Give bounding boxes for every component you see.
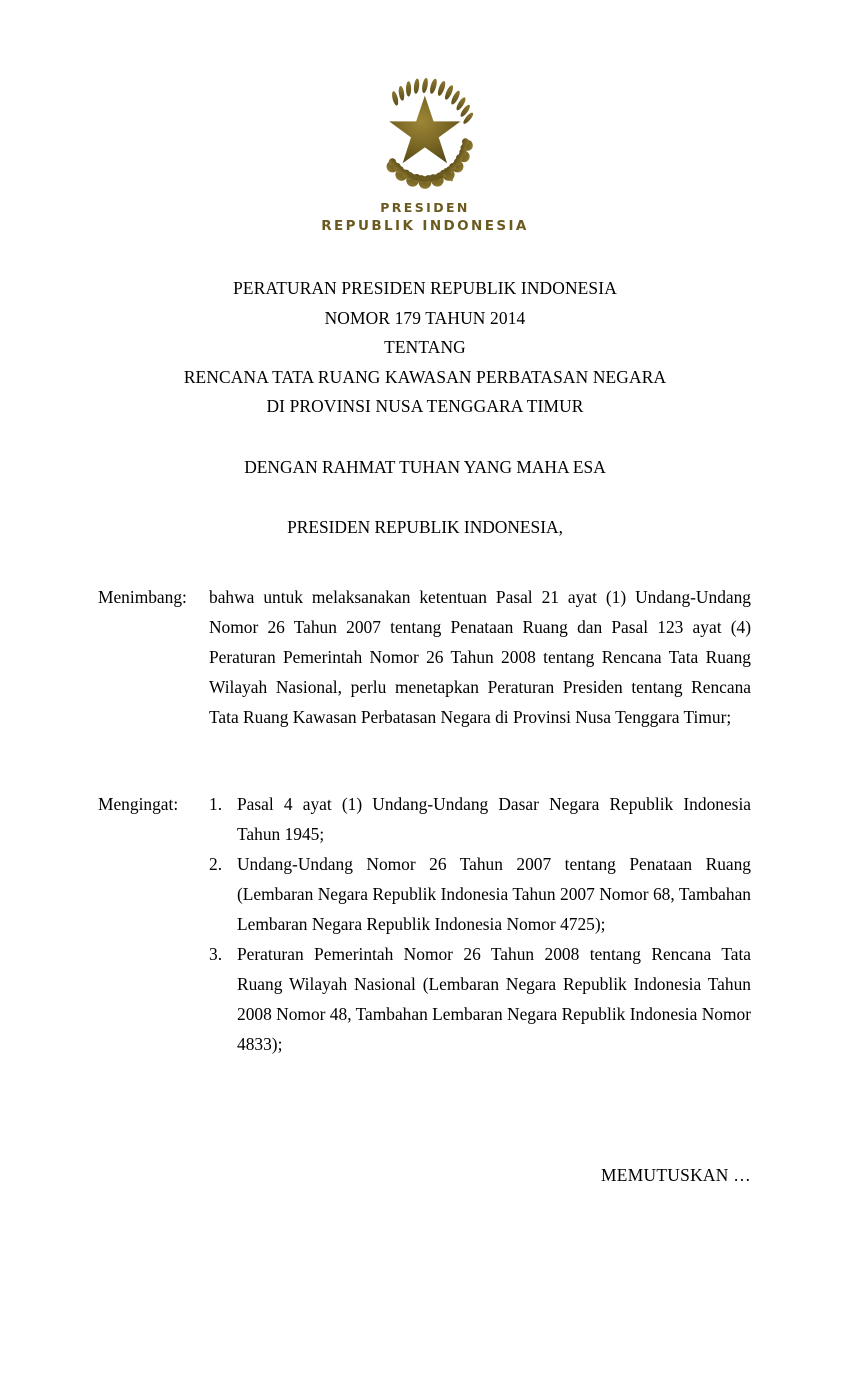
issuing-institution: PRESIDEN REPUBLIK INDONESIA, xyxy=(287,517,563,537)
clause-mengingat xyxy=(98,789,751,1059)
list-item-marker: 3. xyxy=(209,944,223,964)
letterhead-caption-republik-indonesia: REPUBLIK INDONESIA xyxy=(321,217,529,234)
title-line-regulation-type: PERATURAN PRESIDEN REPUBLIK INDONESIA xyxy=(233,278,617,298)
clause-label-mengingat: Mengingat: xyxy=(98,794,179,814)
list-item-marker: 2. xyxy=(209,854,223,874)
list-item-text: Undang-Undang Nomor 26 Tahun 2007 tentang Penataan Ruang (Lembaran Negara Republik Indonesia Tahun 2007 Nomor 68, Tambahan Lembaran Negara Republik Indonesia Nomor 4725); xyxy=(237,854,751,934)
clause-label-menimbang: Menimbang: xyxy=(98,587,187,607)
letterhead-caption xyxy=(0,200,850,235)
list-item-marker: 1. xyxy=(209,794,223,814)
list-item xyxy=(209,849,751,939)
clause-menimbang xyxy=(98,582,751,732)
mengingat-list xyxy=(209,789,751,1059)
page-catchword: MEMUTUSKAN … xyxy=(601,1165,751,1185)
five-pointed-star-icon xyxy=(389,96,460,164)
letterhead-caption-presiden: PRESIDEN xyxy=(380,200,470,215)
document-title-block xyxy=(0,274,850,422)
letterhead xyxy=(0,72,850,235)
title-line-subject-2: DI PROVINSI NUSA TENGGARA TIMUR xyxy=(266,396,584,417)
blessing-text: DENGAN RAHMAT TUHAN YANG MAHA ESA xyxy=(244,457,606,477)
garuda-star-wreath-emblem xyxy=(365,72,485,192)
title-line-subject-1: RENCANA TATA RUANG KAWASAN PERBATASAN NEGARA xyxy=(183,366,667,387)
title-line-tentang: TENTANG xyxy=(384,337,466,358)
clause-text-menimbang: bahwa untuk melaksanakan ketentuan Pasal 21 ayat (1) Undang-Undang Nomor 26 Tahun 2007 tentang Penataan Ruang dan Pasal 123 ayat (4) Peraturan Pemerintah Nomor 26 Tahun 2008 tentang Rencana Tata Ruang Wilayah Nasional, perlu menetapkan Peraturan Presiden tentang Rencana Tata Ruang Kawasan Perbatasan Negara di Provinsi Nusa Tenggara Timur; xyxy=(209,587,751,727)
invocation-blessing xyxy=(0,453,850,483)
list-item xyxy=(209,789,751,849)
list-item-text: Pasal 4 ayat (1) Undang-Undang Dasar Negara Republik Indonesia Tahun 1945; xyxy=(237,794,751,844)
list-item-text: Peraturan Pemerintah Nomor 26 Tahun 2008 tentang Rencana Tata Ruang Wilayah Nasional (Lembaran Negara Republik Indonesia Tahun 2008 Nomor 48, Tambahan Lembaran Negara Republik Indonesia Nomor 4833); xyxy=(237,944,751,1054)
list-item xyxy=(209,939,751,1059)
title-line-number-year: NOMOR 179 TAHUN 2014 xyxy=(324,307,526,328)
